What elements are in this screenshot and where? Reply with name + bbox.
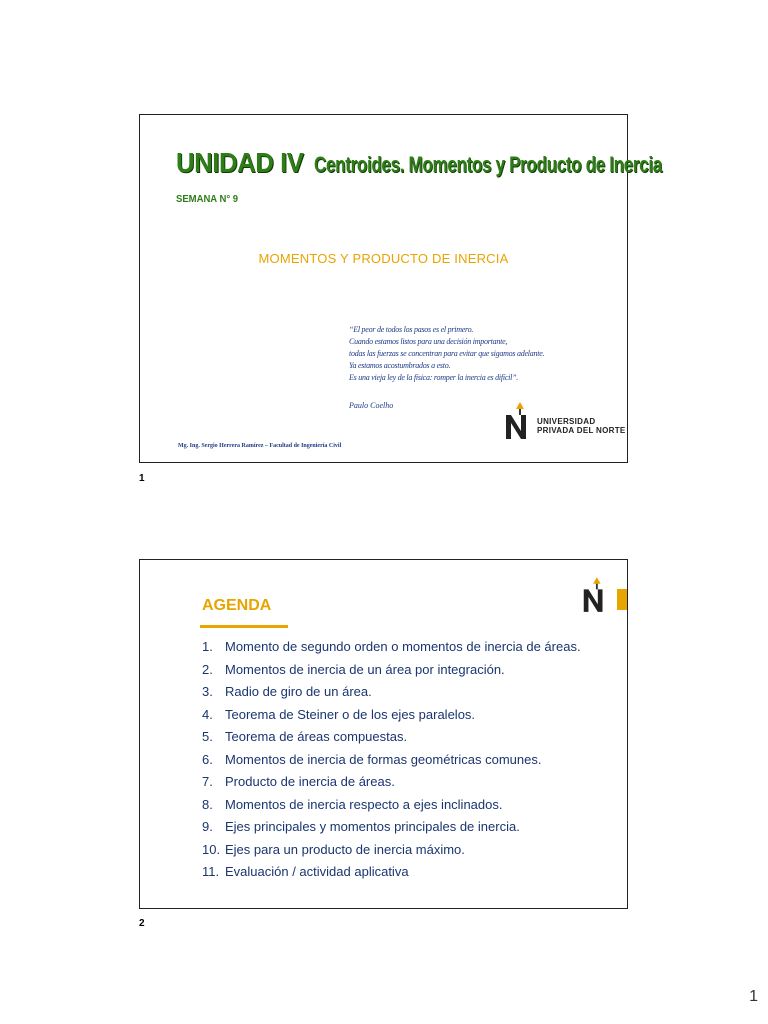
quote-line: Cuando estamos listos para una decisión importante, [349, 337, 508, 346]
unit-subtitle: Centroides. Momentos y Producto de Inercia [314, 152, 662, 177]
list-item [202, 773, 612, 791]
list-item [202, 863, 612, 881]
quote-line: Ya estamos acostumbrados a esto. [349, 361, 451, 370]
item-text: Producto de inercia de áreas. [225, 774, 395, 789]
list-item [202, 706, 612, 724]
quote-line: “El peor de todos los pasos es el primero. [349, 325, 474, 334]
list-item [202, 728, 612, 746]
unit-title: UNIDAD IV [176, 147, 304, 178]
page-number: 1 [749, 988, 758, 1005]
item-number: 6. [202, 751, 213, 767]
list-item [202, 638, 612, 656]
item-text: Radio de giro de un área. [225, 684, 372, 699]
logo-text [537, 417, 626, 435]
slide-heading: MOMENTOS Y PRODUCTO DE INERCIA [258, 251, 509, 266]
item-text: Momento de segundo orden o momentos de inercia de áreas. [225, 639, 581, 654]
logo-line-2: PRIVADA DEL NORTE [537, 426, 626, 435]
list-item [202, 796, 612, 814]
list-item [202, 751, 612, 769]
upn-n-logo-icon [502, 401, 534, 441]
quote-line: Es una vieja ley de la física: romper la inercia es difícil”. [349, 373, 519, 382]
slide-number: 1 [139, 473, 145, 484]
item-text: Momentos de inercia respecto a ejes inclinados. [225, 796, 503, 812]
slide-number: 2 [139, 918, 145, 929]
item-number: 10. [202, 841, 221, 857]
item-text: Ejes principales y momentos principales de inercia. [225, 819, 520, 834]
agenda-list [202, 638, 612, 886]
item-text: Teorema de áreas compuestas. [225, 729, 408, 744]
list-item [202, 818, 612, 836]
item-text: Evaluación / actividad aplicativa [225, 864, 409, 879]
orange-tab [617, 589, 627, 610]
logo-line-1: UNIVERSIDAD [537, 417, 596, 426]
item-text: Teorema de Steiner o de los ejes paralelos. [225, 706, 476, 722]
quote [349, 324, 629, 384]
upn-n-logo-icon [580, 576, 610, 614]
university-logo [502, 401, 626, 451]
agenda-title: AGENDA [202, 597, 272, 614]
title-underline [200, 625, 288, 628]
item-text: Momentos de inercia de formas geométricas comunes. [225, 751, 542, 767]
week-label: SEMANA N° 9 [176, 194, 239, 205]
slide-2 [139, 559, 628, 909]
item-number: 4. [202, 706, 213, 722]
item-number: 7. [202, 774, 213, 789]
item-number: 9. [202, 819, 213, 834]
item-number: 8. [202, 796, 213, 812]
item-text: Momentos de inercia de un área por integración. [225, 661, 505, 677]
item-number: 3. [202, 684, 213, 699]
item-number: 5. [202, 729, 213, 744]
item-number: 1. [202, 639, 213, 654]
quote-line: todas las fuerzas se concentran para evitar que sigamos adelante. [349, 349, 545, 358]
list-item [202, 683, 612, 701]
slide-footer: Mg. Ing. Sergio Herrera Ramírez – Facultad de Ingeniería Civil [178, 443, 342, 449]
list-item [202, 841, 612, 859]
item-number: 11. [202, 864, 220, 879]
quote-author: Paulo Coelho [349, 401, 394, 410]
item-number: 2. [202, 661, 213, 677]
slide-1 [139, 114, 662, 463]
item-text: Ejes para un producto de inercia máximo. [225, 841, 465, 857]
list-item [202, 661, 612, 679]
